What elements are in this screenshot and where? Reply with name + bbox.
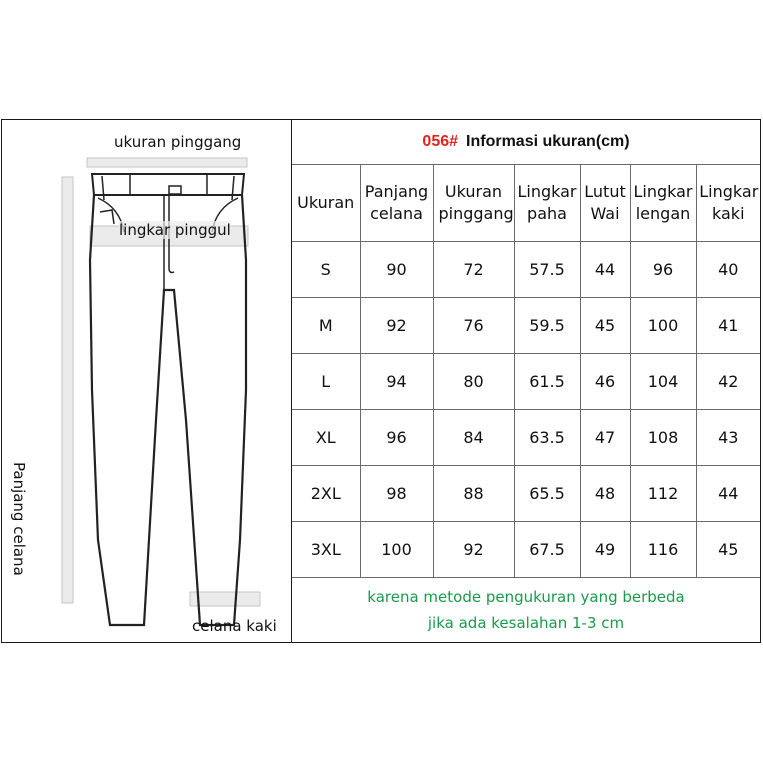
header-text: Ukuran pinggang (438, 182, 514, 223)
header-text: Lingkar kaki (699, 182, 759, 223)
table-cell: 44 (696, 466, 760, 522)
note-line-1: karena metode pengukuran yang berbeda (367, 588, 685, 606)
length-measure-bar (62, 177, 73, 603)
header-text: Panjang celana (364, 182, 429, 223)
table-title-text: Informasi ukuran(cm) (466, 133, 630, 150)
waist-label: ukuran pinggang (114, 133, 242, 151)
table-cell: 96 (630, 242, 696, 298)
table-cell: 67.5 (514, 522, 580, 578)
table-cell: 57.5 (514, 242, 580, 298)
table-cell: 48 (580, 466, 630, 522)
table-row (292, 298, 760, 354)
waist-measure-bar (87, 158, 247, 167)
table-cell: 80 (433, 354, 514, 410)
table-title (292, 120, 760, 165)
table-cell: 46 (580, 354, 630, 410)
header-text: Lutut Wai (584, 182, 626, 223)
table-cell: 112 (630, 466, 696, 522)
note-line-2: jika ada kesalahan 1-3 cm (427, 614, 625, 632)
table-cell: 59.5 (514, 298, 580, 354)
table-cell: 65.5 (514, 466, 580, 522)
header-cell: Ukuran (292, 165, 360, 242)
header-cell (360, 165, 433, 242)
table-cell: 47 (580, 410, 630, 466)
size-cell: M (292, 298, 360, 354)
size-table (292, 120, 760, 642)
waistband (92, 174, 244, 195)
table-row (292, 354, 760, 410)
hip-label: lingkar pinggul (119, 221, 231, 239)
hem-measure-bar (190, 592, 260, 606)
header-cell (580, 165, 630, 242)
size-cell: L (292, 354, 360, 410)
table-cell: 90 (360, 242, 433, 298)
table-cell: 100 (360, 522, 433, 578)
table-cell: 72 (433, 242, 514, 298)
size-cell: S (292, 242, 360, 298)
table-cell: 84 (433, 410, 514, 466)
size-cell: XL (292, 410, 360, 466)
header-cell (433, 165, 514, 242)
pants-outline (90, 195, 246, 625)
header-cell (514, 165, 580, 242)
table-cell: 92 (360, 298, 433, 354)
table-cell: 41 (696, 298, 760, 354)
pants-illustration (2, 120, 291, 642)
table-row (292, 410, 760, 466)
table-cell: 40 (696, 242, 760, 298)
size-chart-frame (1, 119, 761, 643)
size-cell: 2XL (292, 466, 360, 522)
table-cell: 61.5 (514, 354, 580, 410)
header-cell (630, 165, 696, 242)
table-cell: 43 (696, 410, 760, 466)
table-cell: 63.5 (514, 410, 580, 466)
table-row (292, 242, 760, 298)
table-cell: 100 (630, 298, 696, 354)
table-cell: 45 (696, 522, 760, 578)
table-cell: 49 (580, 522, 630, 578)
measurement-note (292, 578, 760, 643)
table-cell: 98 (360, 466, 433, 522)
table-cell: 76 (433, 298, 514, 354)
header-text: Lingkar paha (517, 182, 577, 223)
table-cell: 116 (630, 522, 696, 578)
table-header-row (292, 165, 760, 242)
table-cell: 108 (630, 410, 696, 466)
table-cell: 42 (696, 354, 760, 410)
table-row (292, 466, 760, 522)
table-cell: 92 (433, 522, 514, 578)
length-label: Panjang celana (10, 462, 28, 576)
table-cell: 104 (630, 354, 696, 410)
pants-diagram-panel (2, 120, 291, 642)
table-note-row (292, 578, 760, 643)
button-icon (169, 186, 181, 194)
table-cell: 96 (360, 410, 433, 466)
table-row (292, 522, 760, 578)
table-title-row (292, 120, 760, 165)
table-cell: 45 (580, 298, 630, 354)
header-text: Lingkar lengan (633, 182, 693, 223)
table-cell: 44 (580, 242, 630, 298)
size-table-panel (292, 120, 760, 642)
header-cell (696, 165, 760, 242)
table-cell: 94 (360, 354, 433, 410)
product-code: 056# (422, 133, 459, 150)
hem-label: celana kaki (192, 617, 277, 635)
table-cell: 88 (433, 466, 514, 522)
size-cell: 3XL (292, 522, 360, 578)
